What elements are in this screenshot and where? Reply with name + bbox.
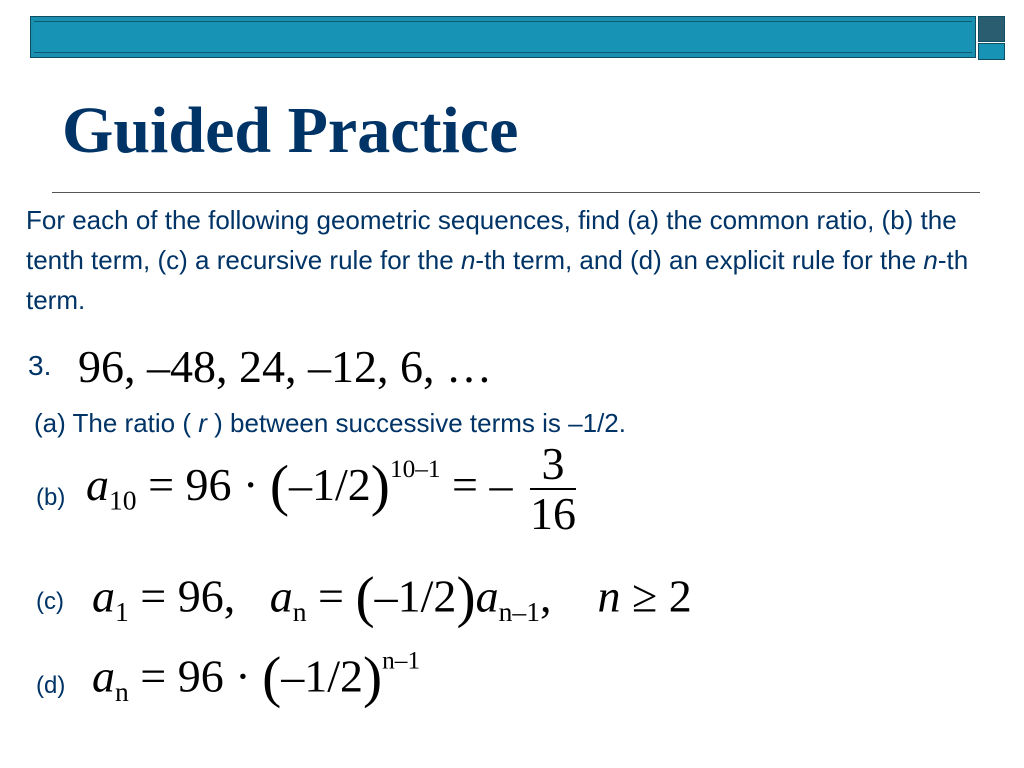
- part-d-label: (d): [36, 672, 66, 699]
- part-c-a1: a: [92, 570, 115, 622]
- instructions-text-3: -th term.: [26, 245, 969, 315]
- part-c-prev-sub: n–1: [498, 596, 540, 628]
- banner-square-top: [978, 16, 1005, 42]
- part-b-eq: = 96 ·: [148, 458, 270, 510]
- slide-title: Guided Practice: [62, 94, 519, 167]
- part-c-a1-sub: 1: [115, 596, 129, 628]
- part-c-rparen: ): [456, 566, 476, 629]
- part-c-cond-var: n: [597, 570, 621, 622]
- part-b-lparen: (: [269, 454, 290, 518]
- banner-bar: [30, 16, 976, 58]
- part-c-comma: ,: [539, 570, 552, 622]
- instructions-n-2: n: [923, 245, 938, 275]
- part-d-exponent: n–1: [382, 646, 421, 675]
- problem-number: 3.: [28, 350, 52, 381]
- part-c-an-eq: =: [318, 570, 344, 622]
- part-a-text-1: (a) The ratio (: [34, 408, 199, 438]
- part-d-lparen: (: [262, 646, 282, 709]
- banner-square-bottom: [978, 43, 1005, 60]
- sequence-expression: 96, –48, 24, –12, 6, …: [78, 341, 492, 392]
- instructions-n-1: n: [460, 245, 476, 275]
- part-a-text-2: ) between successive terms is –1/2.: [206, 408, 626, 438]
- part-b-label: (b): [36, 484, 66, 511]
- part-b-fraction: [530, 440, 576, 539]
- instructions-text-2: -th term, and (d) an explicit rule for the: [475, 245, 924, 275]
- header-banner: [30, 16, 1005, 60]
- part-d-base: –1/2: [281, 650, 363, 702]
- part-c-an-sub: n: [292, 596, 307, 628]
- part-c-an: a: [269, 570, 293, 622]
- part-b-eq2: = –: [452, 458, 513, 510]
- part-c-equation: [92, 565, 692, 630]
- instructions-text-1: For each of the following geometric sequences, find (a) the common ratio, (b) the tenth term, (c) a recursive rule for the: [26, 205, 957, 275]
- part-d-eq: = 96 ·: [140, 650, 263, 702]
- title-divider: [52, 192, 980, 193]
- part-a-answer: [34, 408, 626, 439]
- part-b-equation: [86, 440, 576, 560]
- part-b-frac-num: 3: [530, 440, 576, 490]
- part-d-rparen: ): [363, 646, 383, 709]
- part-c-a1-val: = 96,: [140, 570, 236, 622]
- part-d-equation: [92, 645, 420, 710]
- part-c-prev: a: [475, 570, 499, 622]
- part-b-a: a: [86, 458, 109, 510]
- part-d-an-sub: n: [115, 676, 129, 708]
- part-b-base: –1/2: [289, 458, 371, 510]
- part-c-lparen: (: [355, 566, 375, 629]
- part-c-base: –1/2: [374, 570, 457, 622]
- part-c-label: (c): [36, 588, 64, 615]
- part-d-an: a: [92, 650, 115, 702]
- part-c-cond: ≥ 2: [631, 570, 692, 622]
- banner-bar-inner: [34, 21, 972, 53]
- part-b-exponent: 10–1: [389, 455, 441, 484]
- part-a-var-r: r: [198, 408, 207, 438]
- part-b-frac-den: 16: [530, 488, 576, 540]
- part-b-rparen: ): [370, 454, 390, 518]
- instructions: [26, 200, 1001, 320]
- part-b-sub: 10: [109, 484, 137, 516]
